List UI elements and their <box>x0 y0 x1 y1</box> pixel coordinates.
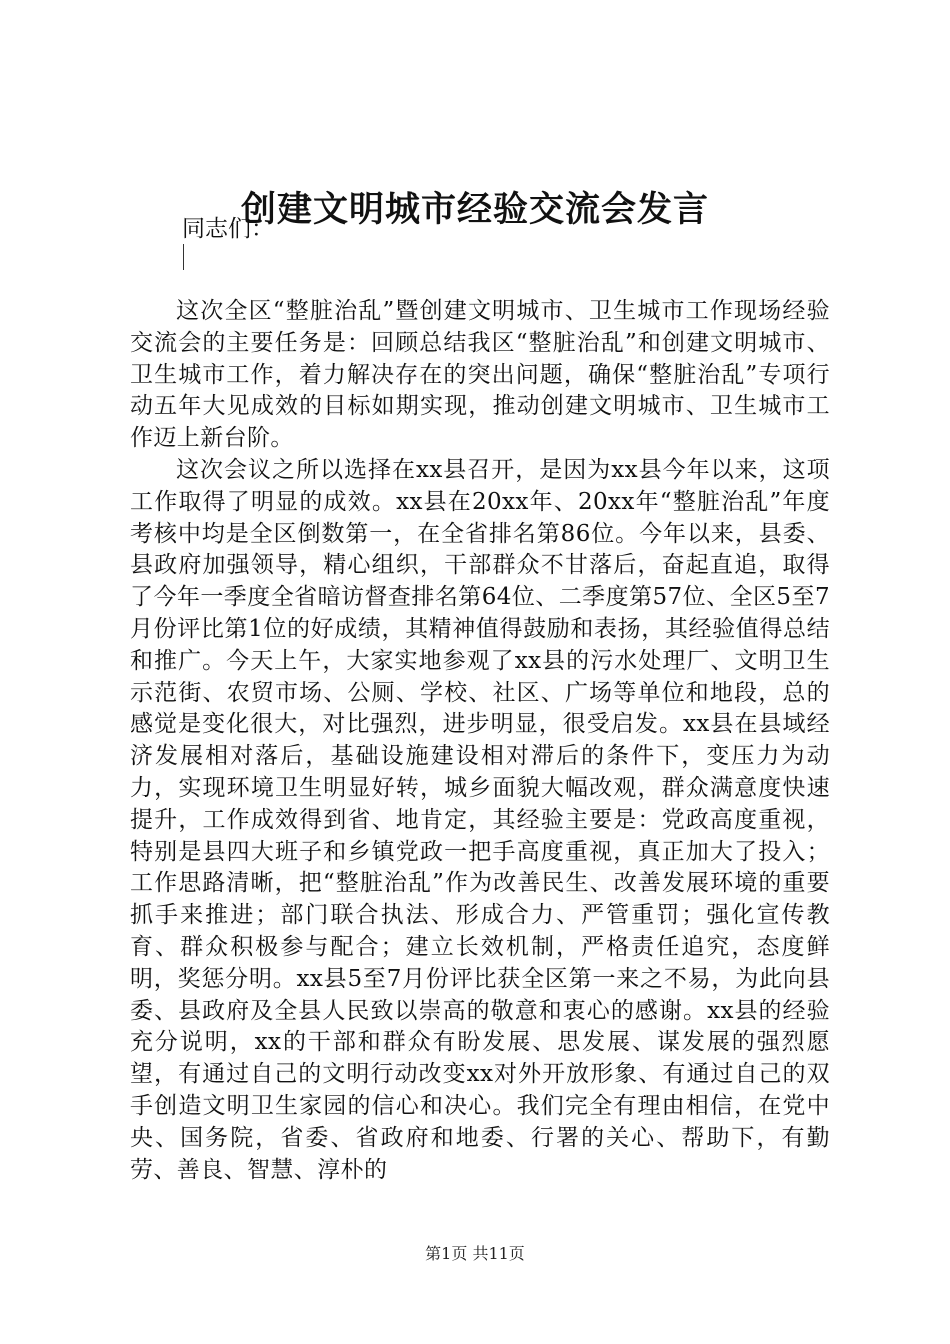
text-cursor <box>183 244 184 270</box>
page-number-footer: 第1页 共11页 <box>425 1244 525 1263</box>
paragraph-2: 这次会议之所以选择在xx县召开，是因为xx县今年以来，这项工作取得了明显的成效。xx县在20xx年、20xx年“整脏治乱”年度考核中均是全区倒数第一，在全省排名第86位。今年以来，县委、县政府加强领导，精心组织，干部群众不甘落后，奋起直追，取得了今年一季度全省暗访督查排名第64位、二季度第57位、全区5至7月份评比第1位的好成绩，其精神值得鼓励和表扬，其经验值得总结和推广。今天上午，大家实地参观了xx县的污水处理厂、文明卫生示范街、农贸市场、公厕、学校、社区、广场等单位和地段，总的感觉是变化很大，对比强烈，进步明显，很受启发。xx县在县域经济发展相对落后，基础设施建设相对滞后的条件下，变压力为动力，实现环境卫生明显好转，城乡面貌大幅改观，群众满意度快速提升，工作成效得到省、地肯定，其经验主要是：党政高度重视，特别是县四大班子和乡镇党政一把手高度重视，真正加大了投入；工作思路清晰，把“整脏治乱”作为改善民生、改善发展环境的重要抓手来推进；部门联合执法、形成合力、严管重罚；强化宣传教育、群众积极参与配合；建立长效机制，严格责任追究，态度鲜明，奖惩分明。xx县5至7月份评比获全区第一来之不易，为此向县委、县政府及全县人民致以崇高的敬意和衷心的感谢。xx县的经验充分说明，xx的干部和群众有盼发展、思发展、谋发展的强烈愿望，有通过自己的文明行动改变xx对外开放形象、有通过自己的双手创造文明卫生家园的信心和决心。我们完全有理由相信，在党中央、国务院，省委、省政府和地委、行署的关心、帮助下，有勤劳、善良、智慧、淳朴的 <box>130 456 830 1183</box>
paragraph-1: 这次全区“整脏治乱”暨创建文明城市、卫生城市工作现场经验交流会的主要任务是：回顾总结我区“整脏治乱”和创建文明城市、卫生城市工作，着力解决存在的突出问题，确保“整脏治乱”专项行动五年大见成效的目标如期实现，推动创建文明城市、卫生城市工作迈上新台阶。 <box>130 298 830 452</box>
salutation: 同志们： <box>182 216 274 242</box>
document-body <box>130 296 830 1186</box>
document-title: 创建文明城市经验交流会发言 <box>240 189 709 230</box>
